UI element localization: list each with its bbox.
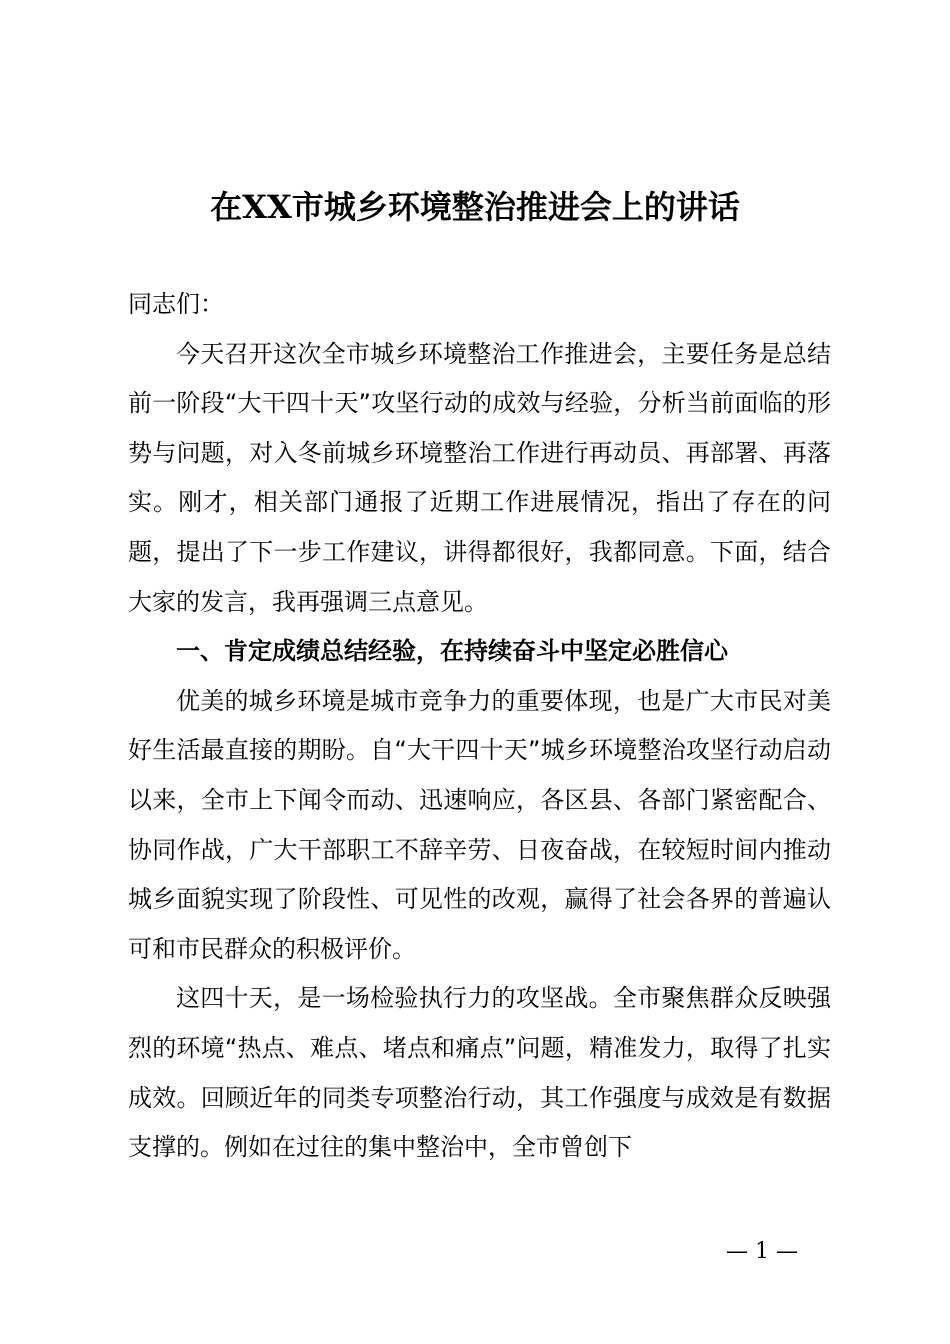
section-heading: 一、肯定成绩总结经验，在持续奋斗中坚定必胜信心 (176, 637, 728, 666)
section-paragraph: 优美的城乡环境是城市竞争力的重要体现，也是广大市民对美好生活最直接的期盼。自“大干四十天”城乡环境整治攻坚行动启动以来，全市上下闻令而动、迅速响应，各区县、各部门紧密配合、协同作战，广大干部职工不辞辛劳、日夜奋战，在较短时间内推动城乡面貌实现了阶段性、可见性的改观，赢得了社会各界的普遍认可和市民群众的积极评价。 (128, 686, 831, 963)
salutation: 同志们： (128, 290, 224, 318)
page-number: — 1 — (726, 1239, 798, 1264)
section-paragraph: 这四十天，是一场检验执行力的攻坚战。全市聚焦群众反映强烈的环境“热点、难点、堵点和痛点”问题，精准发力，取得了扎实成效。回顾近年的同类专项整治行动，其工作强度与成效是有数据支撑的。例如在过往的集中整治中，全市曾创下 (128, 984, 831, 1162)
speech-body (128, 280, 831, 1173)
opening-paragraph: 今天召开这次全市城乡环境整治工作推进会，主要任务是总结前一阶段“大干四十天”攻坚行动的成效与经验，分析当前面临的形势与问题，对入冬前城乡环境整治工作进行再动员、再部署、再落实。刚才，相关部门通报了近期工作进展情况，指出了存在的问题，提出了下一步工作建议，讲得都很好，我都同意。下面，结合大家的发言，我再强调三点意见。 (128, 339, 831, 616)
page-title: 在XX市城乡环境整治推进会上的讲话 (210, 188, 740, 226)
